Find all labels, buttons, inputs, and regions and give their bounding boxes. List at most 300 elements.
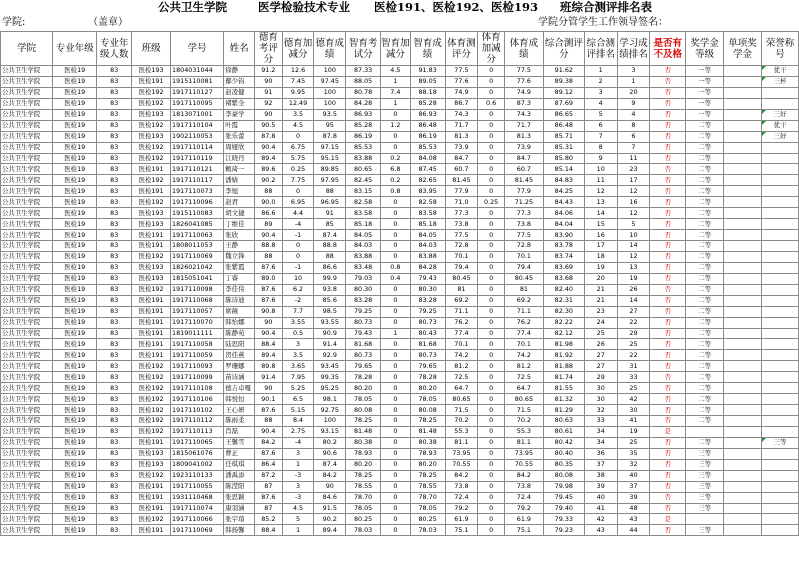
table-cell[interactable]: 81.32 [543,394,584,405]
table-cell[interactable]: 86.19 [346,131,381,142]
table-cell[interactable]: 87.3 [504,98,543,109]
table-cell[interactable]: 二等 [686,361,724,372]
table-cell[interactable]: 93.15 [314,426,346,437]
table-cell[interactable] [724,241,762,252]
table-cell[interactable]: 83 [97,492,132,503]
table-cell[interactable]: 否 [650,186,686,197]
table-cell[interactable]: 医检19 [53,208,97,219]
table-cell[interactable]: 84.83 [543,175,584,186]
table-cell[interactable]: 12 [617,186,650,197]
table-cell[interactable]: 83 [97,394,132,405]
table-cell[interactable]: 1 [282,525,314,536]
table-cell[interactable]: 医检191 [132,241,171,252]
table-cell[interactable]: 82.12 [543,328,584,339]
table-cell[interactable]: 7.7 [282,306,314,317]
table-cell[interactable]: 0 [478,262,505,273]
table-cell[interactable]: 1809041002 [171,459,224,470]
table-cell[interactable] [761,219,798,230]
table-cell[interactable]: 医检193 [132,273,171,284]
table-cell[interactable]: 否 [650,317,686,328]
table-cell[interactable]: 91.62 [543,66,584,77]
table-cell[interactable]: 1917110057 [171,306,224,317]
table-cell[interactable]: 74.9 [504,87,543,98]
table-cell[interactable]: 罗珊娜 [224,361,255,372]
table-cell[interactable]: 22 [617,350,650,361]
table-cell[interactable]: 24 [584,317,617,328]
table-cell[interactable]: 71.5 [504,405,543,416]
table-cell[interactable]: 74.3 [445,109,478,120]
table-cell[interactable]: -3 [282,492,314,503]
table-cell[interactable]: 否 [650,339,686,350]
table-cell[interactable]: 12 [617,208,650,219]
table-cell[interactable]: 0 [478,481,505,492]
column-header[interactable]: 姓名 [224,32,255,66]
table-cell[interactable]: 公共卫生学院 [1,273,53,284]
table-cell[interactable]: 1917110127 [171,87,224,98]
table-cell[interactable]: 0 [478,514,505,525]
column-header[interactable]: 德育考评分 [255,32,283,66]
table-cell[interactable]: 1 [282,459,314,470]
table-cell[interactable]: 14 [617,241,650,252]
table-cell[interactable]: 0 [478,306,505,317]
table-cell[interactable]: 12 [584,186,617,197]
table-cell[interactable] [761,372,798,383]
table-cell[interactable]: 0 [381,459,411,470]
table-cell[interactable]: 0 [478,87,505,98]
table-cell[interactable]: 83 [97,426,132,437]
table-cell[interactable]: 二等 [686,120,724,131]
table-cell[interactable]: 92 [255,98,283,109]
table-cell[interactable]: 79.4 [504,262,543,273]
table-cell[interactable]: 19 [617,273,650,284]
table-cell[interactable] [724,284,762,295]
table-cell[interactable]: 26 [617,284,650,295]
table-cell[interactable] [761,164,798,175]
table-cell[interactable]: 0 [282,241,314,252]
table-cell[interactable] [724,361,762,372]
table-cell[interactable]: 1917110063 [171,230,224,241]
table-cell[interactable]: 93.55 [314,317,346,328]
table-cell[interactable]: 90.4 [255,230,283,241]
table-cell[interactable]: 二等 [686,284,724,295]
table-cell[interactable]: 胡文捷 [224,208,255,219]
table-cell[interactable]: 3.55 [282,317,314,328]
column-header[interactable]: 奖学金等级 [686,32,724,66]
table-cell[interactable]: 三等 [761,437,798,448]
table-cell[interactable]: 0 [478,416,505,427]
table-cell[interactable]: 86.93 [346,109,381,120]
table-cell[interactable]: 55.3 [504,426,543,437]
table-cell[interactable]: 0 [381,317,411,328]
table-cell[interactable]: 90.8 [255,306,283,317]
table-cell[interactable]: 82.58 [410,197,445,208]
table-cell[interactable]: 三好 [761,109,798,120]
table-cell[interactable]: 公共卫生学院 [1,317,53,328]
table-cell[interactable]: 80.30 [410,284,445,295]
table-cell[interactable]: 0 [381,405,411,416]
table-cell[interactable]: 医检19 [53,120,97,131]
table-cell[interactable] [761,98,798,109]
table-cell[interactable] [724,109,762,120]
table-cell[interactable]: 42 [584,514,617,525]
table-cell[interactable]: 83.90 [543,230,584,241]
table-cell[interactable]: 80.43 [410,328,445,339]
table-cell[interactable]: 90.1 [255,394,283,405]
table-cell[interactable]: 83 [97,339,132,350]
table-cell[interactable]: 80.08 [410,405,445,416]
table-cell[interactable]: 2 [584,76,617,87]
table-cell[interactable]: 80.20 [410,459,445,470]
table-cell[interactable]: 90.0 [255,197,283,208]
table-cell[interactable]: 肖磊 [224,426,255,437]
table-cell[interactable]: 0 [478,317,505,328]
table-cell[interactable]: 二等 [686,416,724,427]
table-cell[interactable] [724,175,762,186]
table-cell[interactable]: 医检19 [53,131,97,142]
table-cell[interactable] [761,459,798,470]
column-header[interactable]: 单项奖学金 [724,32,762,66]
table-cell[interactable]: 1 [617,76,650,87]
table-cell[interactable]: 陈滢阳 [224,481,255,492]
table-cell[interactable]: 0 [478,251,505,262]
table-cell[interactable] [761,142,798,153]
table-cell[interactable]: 否 [650,437,686,448]
table-cell[interactable]: 医检19 [53,76,97,87]
table-cell[interactable]: 二等 [686,383,724,394]
column-header[interactable]: 学号 [171,32,224,66]
table-cell[interactable]: 82.45 [346,175,381,186]
table-cell[interactable]: 医检192 [132,87,171,98]
table-cell[interactable] [724,251,762,262]
table-cell[interactable]: 医检19 [53,98,97,109]
table-cell[interactable]: 79.40 [543,503,584,514]
column-header[interactable]: 智育成绩 [410,32,445,66]
table-cell[interactable]: 83 [97,186,132,197]
column-header[interactable]: 德育加减分 [282,32,314,66]
table-cell[interactable]: 91.2 [255,66,283,77]
table-cell[interactable]: 99.9 [314,273,346,284]
table-cell[interactable]: 0 [478,120,505,131]
table-cell[interactable]: 0 [381,525,411,536]
table-cell[interactable]: 12.49 [282,98,314,109]
table-cell[interactable]: 医检192 [132,361,171,372]
table-cell[interactable]: 90 [255,76,283,87]
table-cell[interactable]: 1923110133 [171,470,224,481]
column-header[interactable]: 体育加减分 [478,32,505,66]
table-cell[interactable]: 5.75 [282,153,314,164]
table-cell[interactable]: 78.28 [346,372,381,383]
table-cell[interactable]: 1917110066 [171,514,224,525]
table-cell[interactable]: 88 [255,251,283,262]
table-cell[interactable]: 医检192 [132,98,171,109]
table-cell[interactable] [724,208,762,219]
table-cell[interactable]: 83 [97,448,132,459]
table-cell[interactable]: 0 [381,383,411,394]
table-cell[interactable] [724,503,762,514]
table-cell[interactable]: 0 [282,251,314,262]
table-cell[interactable]: 三好 [761,131,798,142]
table-cell[interactable]: 71.7 [445,120,478,131]
table-cell[interactable]: 医检191 [132,76,171,87]
table-cell[interactable]: 医检191 [132,317,171,328]
table-cell[interactable]: 43 [584,525,617,536]
table-cell[interactable]: 1 [381,98,411,109]
table-cell[interactable]: 10 [584,164,617,175]
table-cell[interactable]: 9 [617,98,650,109]
table-cell[interactable]: 否 [650,295,686,306]
table-cell[interactable]: 否 [650,109,686,120]
table-cell[interactable]: 77.5 [445,230,478,241]
table-cell[interactable] [724,426,762,437]
table-cell[interactable]: 85.2 [255,514,283,525]
table-cell[interactable]: 7.4 [381,87,411,98]
table-cell[interactable]: 80.25 [346,514,381,525]
table-cell[interactable]: 77.5 [504,66,543,77]
table-cell[interactable]: 78.28 [410,372,445,383]
table-cell[interactable]: 医检19 [53,448,97,459]
table-cell[interactable]: 公共卫生学院 [1,361,53,372]
table-cell[interactable]: 83 [97,372,132,383]
table-cell[interactable]: 16 [584,230,617,241]
table-cell[interactable]: 公共卫生学院 [1,372,53,383]
table-cell[interactable]: 医检191 [132,230,171,241]
table-cell[interactable]: 64.7 [504,383,543,394]
table-cell[interactable]: 0 [478,394,505,405]
table-cell[interactable] [761,208,798,219]
table-cell[interactable]: 87.69 [543,98,584,109]
table-cell[interactable]: 85.80 [543,153,584,164]
table-cell[interactable]: 0 [381,448,411,459]
column-header[interactable]: 学院 [1,32,53,66]
table-cell[interactable]: 25 [617,339,650,350]
table-cell[interactable]: 85.53 [410,142,445,153]
table-cell[interactable]: 医检192 [132,383,171,394]
table-cell[interactable]: 88 [314,186,346,197]
table-cell[interactable]: 78.03 [346,525,381,536]
table-cell[interactable]: 0.5 [282,328,314,339]
table-cell[interactable]: 84.28 [410,262,445,273]
table-cell[interactable]: 64.7 [445,383,478,394]
table-cell[interactable]: 86.19 [410,131,445,142]
table-cell[interactable]: 1917110104 [171,120,224,131]
table-cell[interactable]: 32 [584,405,617,416]
table-cell[interactable]: 83 [97,383,132,394]
table-cell[interactable]: 二等 [686,437,724,448]
table-cell[interactable]: 0 [381,241,411,252]
table-cell[interactable]: 86.7 [445,98,478,109]
table-cell[interactable]: 1915110083 [171,208,224,219]
table-cell[interactable]: 36 [584,448,617,459]
table-cell[interactable]: 83 [97,164,132,175]
table-cell[interactable]: 7.45 [282,76,314,87]
table-cell[interactable]: 20 [617,87,650,98]
table-cell[interactable] [761,448,798,459]
table-cell[interactable]: 83 [97,66,132,77]
table-cell[interactable] [761,230,798,241]
table-cell[interactable]: 84.7 [445,153,478,164]
table-cell[interactable]: 医检192 [132,394,171,405]
table-cell[interactable]: 70.1 [504,251,543,262]
table-cell[interactable]: 84.28 [346,98,381,109]
table-cell[interactable]: 医检193 [132,448,171,459]
table-cell[interactable]: 韩悦恒 [224,394,255,405]
table-cell[interactable]: 0 [478,241,505,252]
table-cell[interactable]: 9.95 [282,87,314,98]
table-cell[interactable]: 0 [478,405,505,416]
table-cell[interactable]: 公共卫生学院 [1,120,53,131]
table-cell[interactable]: 张思颖 [224,492,255,503]
table-cell[interactable]: 三等 [686,448,724,459]
table-cell[interactable] [686,514,724,525]
table-cell[interactable]: 78.05 [410,503,445,514]
table-cell[interactable]: 80.73 [346,350,381,361]
table-cell[interactable]: 鲍琦一 [224,164,255,175]
table-cell[interactable]: 80.65 [504,394,543,405]
table-cell[interactable]: 72.8 [445,241,478,252]
table-cell[interactable]: 公共卫生学院 [1,448,53,459]
table-cell[interactable]: 78.05 [410,394,445,405]
table-cell[interactable]: 医检191 [132,186,171,197]
table-cell[interactable]: 医检191 [132,525,171,536]
table-cell[interactable]: 陆思阳 [224,339,255,350]
table-cell[interactable]: 83.58 [346,208,381,219]
table-cell[interactable]: 公共卫生学院 [1,284,53,295]
table-cell[interactable]: 0.25 [478,197,505,208]
table-cell[interactable]: 公共卫生学院 [1,394,53,405]
table-cell[interactable]: 6.5 [282,394,314,405]
table-cell[interactable]: 87.45 [410,164,445,175]
table-cell[interactable]: 1917110106 [171,394,224,405]
table-cell[interactable]: 77.3 [445,208,478,219]
table-cell[interactable]: 否 [650,197,686,208]
table-cell[interactable]: 83 [97,251,132,262]
table-cell[interactable]: 二等 [686,175,724,186]
table-cell[interactable]: 85.31 [543,142,584,153]
table-cell[interactable]: 二等 [686,142,724,153]
table-cell[interactable]: 否 [650,230,686,241]
column-header[interactable]: 专业年级人数 [97,32,132,66]
table-cell[interactable]: 0.8 [381,262,411,273]
table-cell[interactable]: 潘禹添 [224,470,255,481]
table-cell[interactable]: 78.25 [410,470,445,481]
table-cell[interactable]: 1813071001 [171,109,224,120]
table-cell[interactable]: 93.45 [314,361,346,372]
table-cell[interactable]: 79.65 [346,361,381,372]
table-cell[interactable]: 70.55 [504,459,543,470]
table-cell[interactable]: 医检19 [53,284,97,295]
table-cell[interactable]: 1917110119 [171,153,224,164]
table-cell[interactable]: 25 [617,437,650,448]
table-cell[interactable]: 18 [584,251,617,262]
table-cell[interactable]: 73.95 [504,448,543,459]
table-cell[interactable]: 85.18 [410,219,445,230]
table-cell[interactable]: 14 [617,295,650,306]
table-cell[interactable]: 医检19 [53,109,97,120]
table-cell[interactable]: 78.25 [346,416,381,427]
table-cell[interactable]: 1917110121 [171,164,224,175]
table-cell[interactable]: 69.2 [504,295,543,306]
table-cell[interactable]: 80.42 [543,437,584,448]
table-cell[interactable]: 88.8 [255,241,283,252]
table-cell[interactable]: 韩扬馨 [224,525,255,536]
table-cell[interactable]: 6 [617,131,650,142]
table-cell[interactable]: 29 [617,328,650,339]
table-cell[interactable]: 83 [97,350,132,361]
table-cell[interactable]: 0 [478,328,505,339]
table-cell[interactable]: 83 [97,230,132,241]
table-cell[interactable]: 丁维佳 [224,219,255,230]
table-cell[interactable]: 86.48 [410,120,445,131]
table-cell[interactable]: 81.1 [445,437,478,448]
table-cell[interactable]: 7 [617,142,650,153]
table-cell[interactable]: 6.75 [282,142,314,153]
table-cell[interactable]: 80.35 [543,459,584,470]
table-cell[interactable]: 74.2 [445,350,478,361]
table-cell[interactable] [761,295,798,306]
table-cell[interactable]: 0 [381,437,411,448]
table-cell[interactable]: 89.0 [255,273,283,284]
table-cell[interactable]: 99.35 [314,372,346,383]
table-cell[interactable]: 97.15 [314,142,346,153]
table-cell[interactable]: 34 [584,437,617,448]
table-cell[interactable]: 3 [584,87,617,98]
table-cell[interactable]: 医检19 [53,339,97,350]
table-cell[interactable]: 1804031044 [171,66,224,77]
table-cell[interactable]: 37 [617,481,650,492]
table-cell[interactable]: 0.2 [381,175,411,186]
table-cell[interactable]: 王心妍 [224,405,255,416]
table-cell[interactable]: 85.6 [314,295,346,306]
table-cell[interactable]: 43 [617,514,650,525]
table-cell[interactable]: 三杯 [761,76,798,87]
table-cell[interactable]: 27 [584,350,617,361]
table-cell[interactable]: 89.05 [410,76,445,87]
table-cell[interactable]: 71.1 [445,306,478,317]
table-cell[interactable]: 90.2 [314,514,346,525]
table-cell[interactable]: 徐静 [224,66,255,77]
table-cell[interactable] [761,306,798,317]
table-cell[interactable]: 89.4 [255,153,283,164]
table-cell[interactable]: 6.8 [381,164,411,175]
table-cell[interactable]: 83.88 [346,153,381,164]
table-cell[interactable]: 0 [478,295,505,306]
table-cell[interactable]: 83 [97,328,132,339]
table-cell[interactable]: 0.4 [381,273,411,284]
table-cell[interactable] [724,350,762,361]
table-cell[interactable]: 1917110069 [171,251,224,262]
column-header[interactable]: 体育测评分 [445,32,478,66]
table-cell[interactable]: 否 [650,328,686,339]
table-cell[interactable]: 83 [97,317,132,328]
table-cell[interactable]: 48 [617,503,650,514]
table-cell[interactable] [761,273,798,284]
table-cell[interactable]: 73.8 [504,481,543,492]
table-cell[interactable]: 77.3 [504,208,543,219]
table-cell[interactable]: 否 [650,208,686,219]
table-cell[interactable]: 21 [584,295,617,306]
table-cell[interactable]: 魏立锋 [224,251,255,262]
table-cell[interactable]: 81.3 [445,131,478,142]
table-cell[interactable]: 78.05 [346,394,381,405]
table-cell[interactable] [761,361,798,372]
table-cell[interactable] [724,306,762,317]
table-cell[interactable]: 100 [314,416,346,427]
table-cell[interactable]: 0 [478,131,505,142]
table-cell[interactable]: 3.65 [282,361,314,372]
table-cell[interactable] [724,197,762,208]
table-cell[interactable]: 1917110113 [171,426,224,437]
table-cell[interactable]: 医检192 [132,426,171,437]
